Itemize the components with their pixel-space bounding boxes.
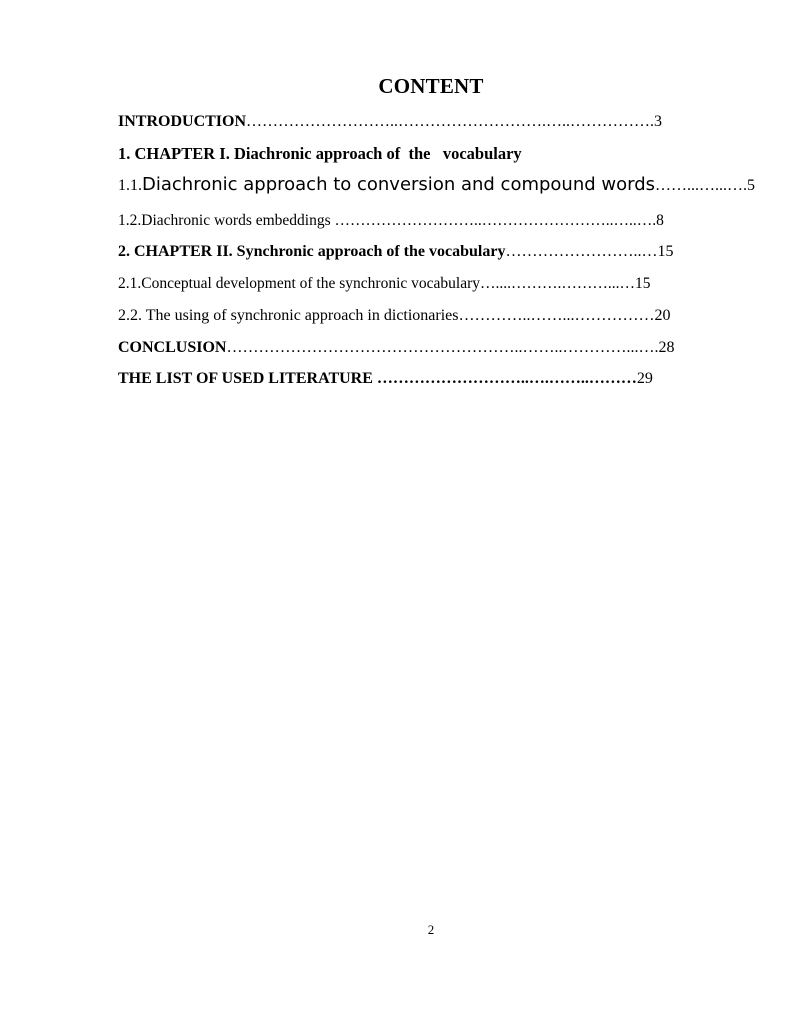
- toc-entry-page: 29: [636, 370, 653, 387]
- toc-entry-page: 8: [656, 212, 664, 229]
- toc-entry-leader: ……………………..…: [505, 243, 658, 260]
- toc-entry-leader: …………..……...……………: [458, 307, 655, 324]
- toc-entry-prefix: 1.1.: [118, 177, 142, 194]
- toc-entry-page: 28: [658, 339, 675, 356]
- toc-entry-label: INTRODUCTION: [118, 113, 247, 130]
- toc-entry-leader: ………………………………………………..……..…………...….: [226, 339, 659, 356]
- toc-entry-literature: [118, 369, 653, 389]
- toc-entry-1-2: [118, 211, 664, 231]
- toc-entry-leader: ………………………..……………………..…..….: [334, 212, 657, 229]
- toc-entry-label: THE LIST OF USED LITERATURE: [118, 370, 377, 387]
- toc-entry-label: Diachronic approach to conversion and compound words: [142, 174, 656, 195]
- toc-entry-chapter-1: [118, 144, 522, 164]
- toc-entry-conclusion: [118, 338, 674, 358]
- toc-entry-leader: …....……….………...…: [480, 275, 635, 292]
- toc-entry-2-1: [118, 274, 651, 294]
- toc-entry-label: 2.1.Conceptual development of the synchronic vocabulary: [118, 275, 480, 292]
- toc-entry-page: 20: [654, 307, 671, 324]
- toc-entry-page: 5: [747, 177, 756, 194]
- toc-entry-chapter-2: [118, 242, 673, 262]
- page-number: 2: [427, 922, 435, 937]
- toc-entry-leader: ………………………..……………………….…..…………….: [246, 113, 655, 130]
- toc-entry-page: 15: [657, 243, 674, 260]
- toc-entry-label: 1.2.Diachronic words embeddings: [118, 212, 335, 229]
- toc-entry-leader: ……...…...….: [655, 177, 748, 194]
- toc-entry-1-1: [118, 175, 755, 196]
- toc-entry-2-2: [118, 306, 671, 326]
- toc-entry-label: 1. CHAPTER I. Diachronic approach of the vocabulary: [118, 144, 522, 163]
- toc-entry-label: 2. CHAPTER II. Synchronic approach of the vocabulary: [118, 243, 506, 260]
- toc-entry-label: CONCLUSION: [118, 339, 227, 356]
- page-title: CONTENT: [378, 74, 484, 98]
- toc-entry-page: 15: [635, 275, 651, 292]
- toc-entry-label: 2.2. The using of synchronic approach in dictionaries: [118, 307, 459, 324]
- toc-entry-page: 3: [654, 113, 663, 130]
- toc-entry-leader: ………………………..….……..………: [376, 370, 637, 387]
- toc-entry-introduction: [118, 112, 662, 132]
